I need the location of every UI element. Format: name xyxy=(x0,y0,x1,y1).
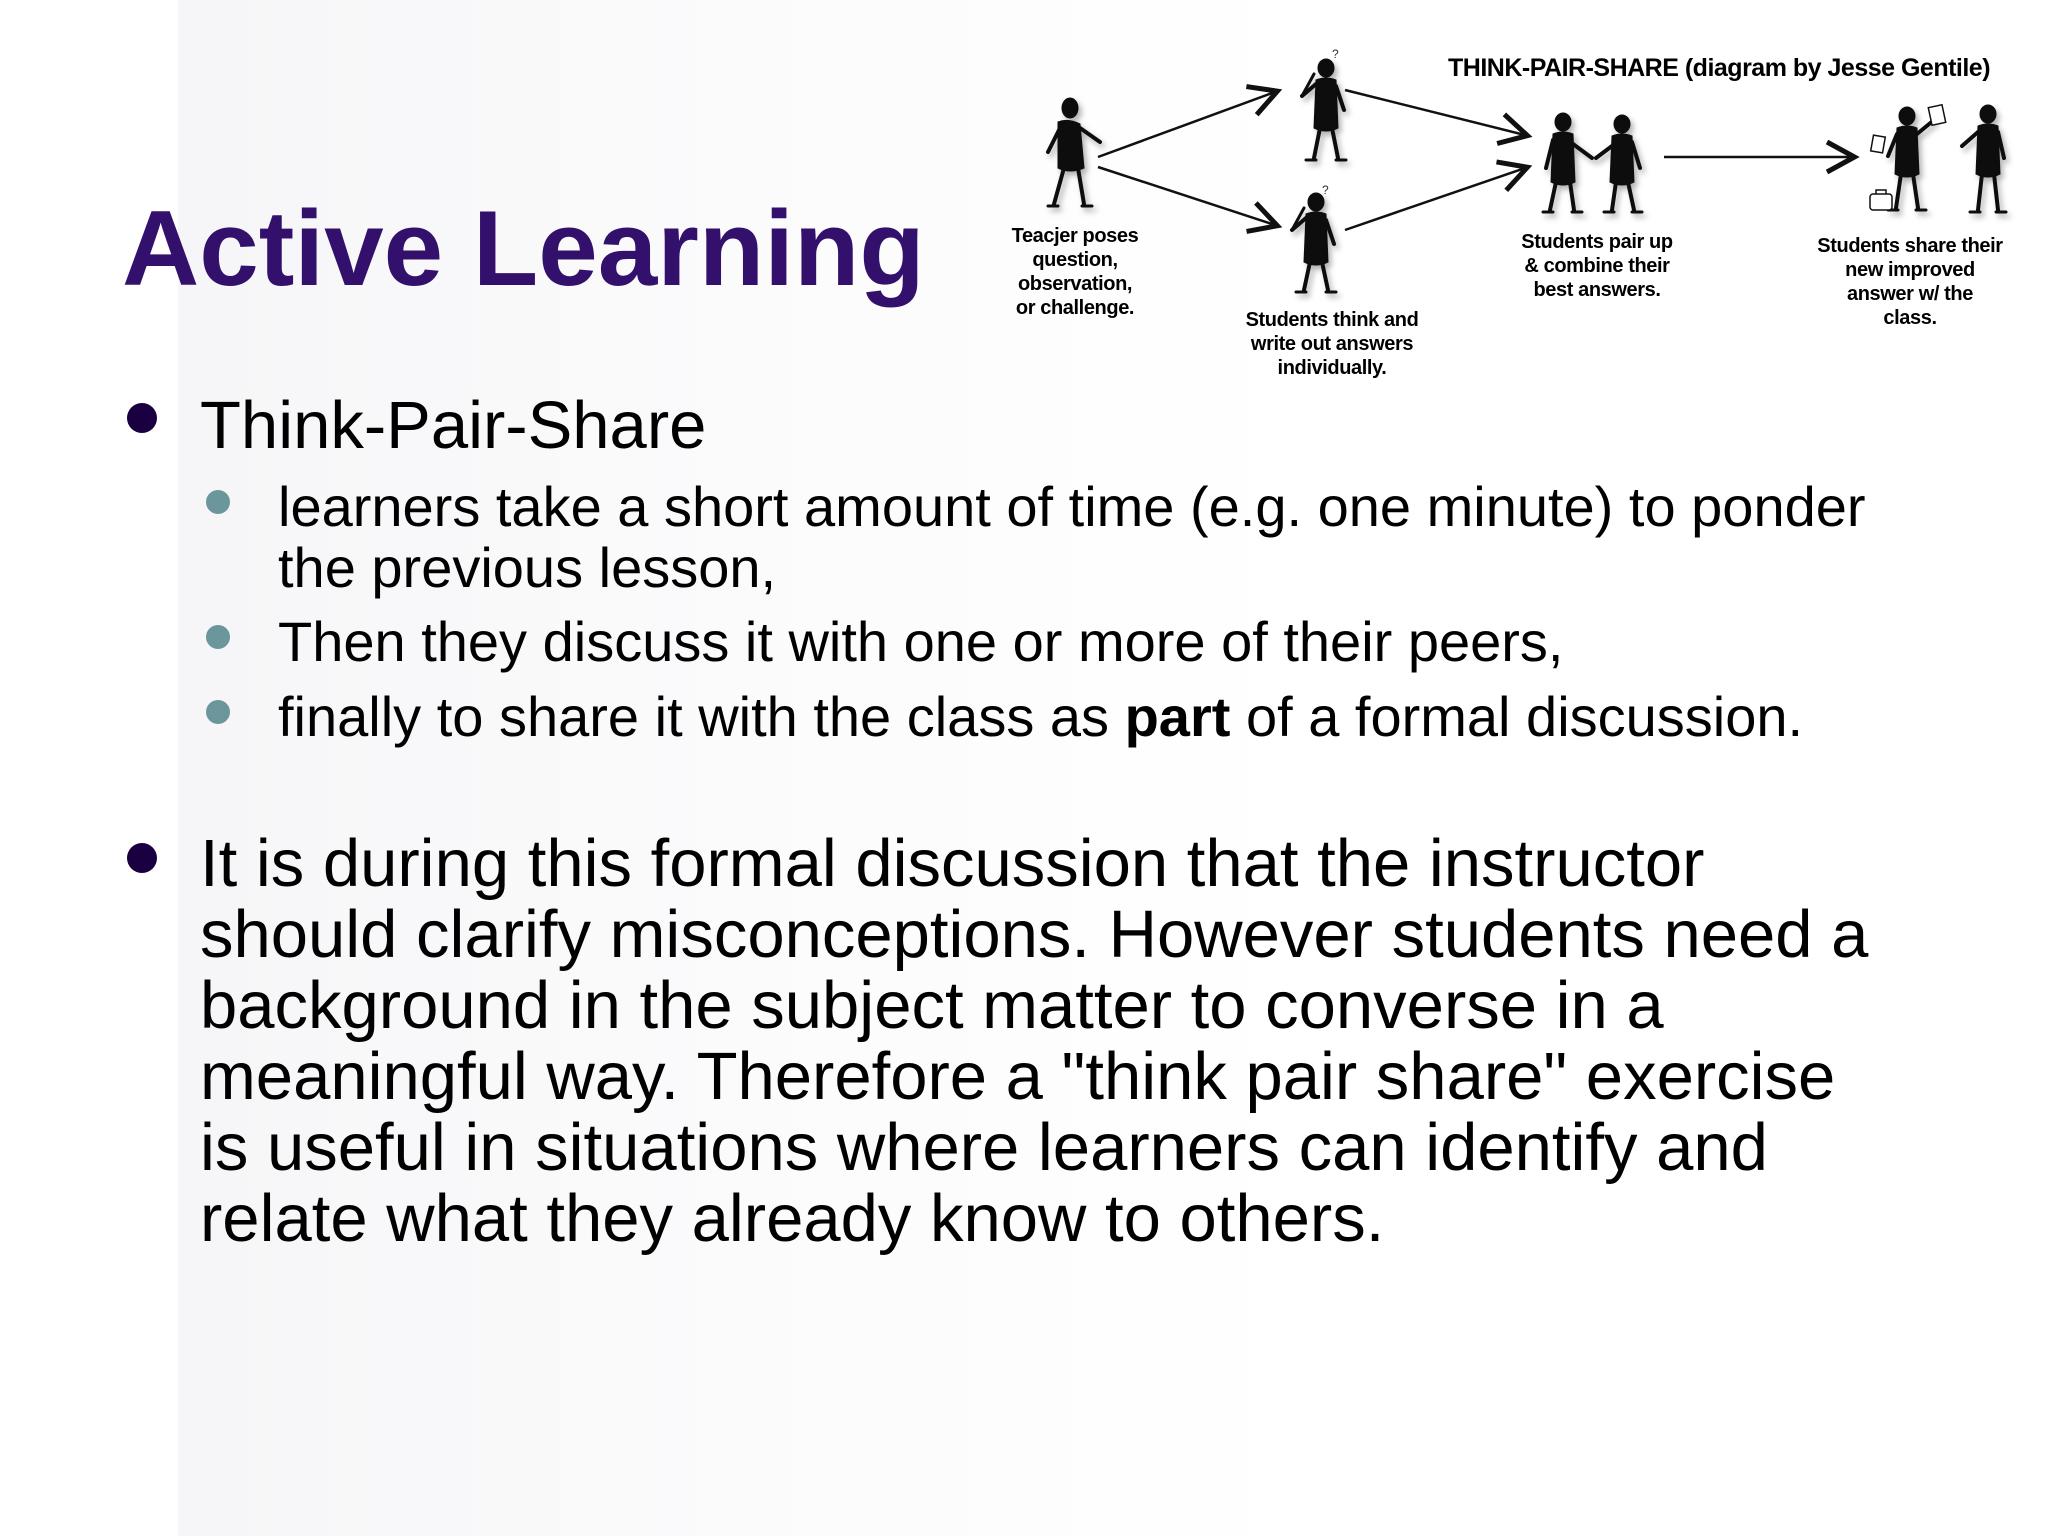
thinking-student-figure-icon xyxy=(1292,193,1336,292)
question-mark-icon: ? xyxy=(1332,47,1339,61)
sub-bullet-marker xyxy=(206,700,230,724)
caption-students-pair: Students pair up & combine their best answers. xyxy=(1521,231,1673,301)
bullet-marker xyxy=(127,843,157,873)
slide-title: Active Learning xyxy=(122,188,925,308)
question-mark-icon: ? xyxy=(1322,183,1329,197)
caption-students-share: Students share their new improved answer w/ the class. xyxy=(1817,235,2003,329)
sub-bullet-share-text-1: finally to share it with the class as xyxy=(278,685,1125,748)
caption-students-think: Students think and write out answers individually. xyxy=(1245,309,1419,379)
sub-bullet-share-text-2: of a formal discussion. xyxy=(1230,685,1804,748)
paired-students-figure-icon xyxy=(1543,113,1642,212)
briefcase-icon xyxy=(1870,190,1892,210)
sub-bullet-share-bold: part xyxy=(1124,685,1231,748)
think-pair-share-diagram xyxy=(1000,40,2030,390)
bullet-think-pair-share: Think-Pair-Share xyxy=(200,388,707,463)
sub-bullet-marker xyxy=(206,490,230,514)
sub-bullet-ponder: learners take a short amount of time (e.g. one minute) to ponder the previous lesson, xyxy=(278,475,1866,599)
bullet-formal-discussion: It is during this formal discussion that the instructor should clarify misconceptions. However students need a background in the subject matter to converse in a meaningful way. Therefore a "think pair share" exercise is useful in situations where learners can identify and relate what they already know to others. xyxy=(200,826,1869,1256)
thinking-student-figure-icon xyxy=(1302,59,1346,160)
bullet-marker xyxy=(127,403,157,433)
sub-bullet-marker xyxy=(206,625,230,649)
diagram-graphic xyxy=(1000,40,2030,390)
caption-teacher-poses: Teacjer poses question, observation, or challenge. xyxy=(1011,225,1139,319)
teacher-figure-icon xyxy=(1048,98,1100,206)
sub-bullet-share xyxy=(278,686,1918,747)
sub-bullet-discuss: Then they discuss it with one or more of their peers, xyxy=(278,610,1564,673)
sharing-students-figure-icon xyxy=(1888,105,2006,212)
diagram-title: THINK-PAIR-SHARE (diagram by Jesse Gentile) xyxy=(1448,54,1991,82)
arrow-icon xyxy=(1098,90,1852,230)
